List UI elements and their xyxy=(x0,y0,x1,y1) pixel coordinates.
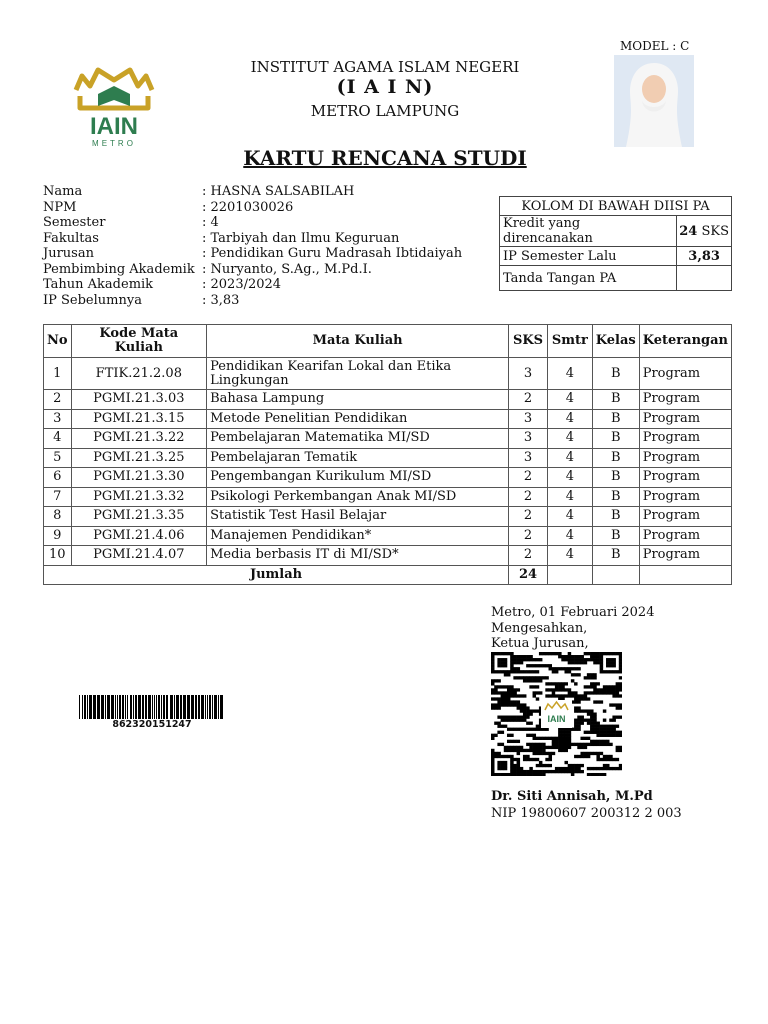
student-info-label: Tahun Akademik xyxy=(43,277,154,292)
total-sks: 24 xyxy=(509,565,548,585)
student-info-value: : HASNA SALSABILAH xyxy=(202,184,355,199)
course-table xyxy=(43,324,732,585)
cell-smtr: 4 xyxy=(547,507,592,527)
cell-smtr: 4 xyxy=(547,546,592,566)
student-info-row xyxy=(43,262,462,278)
header-sks: SKS xyxy=(509,325,548,358)
cell-kelas: B xyxy=(592,448,639,468)
cell-kode: PGMI.21.3.22 xyxy=(71,429,207,449)
cell-no: 8 xyxy=(44,507,72,527)
cell-mk: Pembelajaran Matematika MI/SD xyxy=(207,429,509,449)
cell-kode: PGMI.21.3.15 xyxy=(71,409,207,429)
header-mata-kuliah: Mata Kuliah xyxy=(207,325,509,358)
model-label: MODEL : C xyxy=(620,39,690,53)
cell-smtr: 4 xyxy=(547,468,592,488)
cell-no: 3 xyxy=(44,409,72,429)
cell-ket: Program xyxy=(639,429,731,449)
cell-smtr: 4 xyxy=(547,448,592,468)
cell-ket: Program xyxy=(639,487,731,507)
kredit-value: 24 xyxy=(679,223,698,239)
signature-block xyxy=(491,605,654,652)
cell-mk: Psikologi Perkembangan Anak MI/SD xyxy=(207,487,509,507)
qr-code xyxy=(491,652,622,776)
table-row xyxy=(44,409,732,429)
cell-sks: 2 xyxy=(509,507,548,527)
kredit-label: Kredit yang direncanakan xyxy=(500,216,677,247)
iain-logo xyxy=(68,56,160,148)
cell-kode: PGMI.21.3.25 xyxy=(71,448,207,468)
qr-logo-text: IAIN xyxy=(547,714,566,724)
cell-kode: PGMI.21.4.07 xyxy=(71,546,207,566)
cell-ket: Program xyxy=(639,390,731,410)
ip-value: 3,83 xyxy=(677,247,732,266)
cell-mk: Bahasa Lampung xyxy=(207,390,509,410)
cell-ket: Program xyxy=(639,468,731,488)
cell-smtr: 4 xyxy=(547,409,592,429)
table-row xyxy=(44,448,732,468)
student-info-label: Nama xyxy=(43,184,83,199)
cell-ket: Program xyxy=(639,358,731,390)
cell-sks: 2 xyxy=(509,487,548,507)
signature-position: Ketua Jurusan, xyxy=(491,636,589,651)
cell-kelas: B xyxy=(592,487,639,507)
barcode xyxy=(79,695,225,721)
student-info-value: : Pendidikan Guru Madrasah Ibtidaiyah xyxy=(202,246,463,261)
signature-approval: Mengesahkan, xyxy=(491,620,588,636)
student-info-row xyxy=(43,293,462,309)
student-photo xyxy=(614,55,694,147)
student-info-row xyxy=(43,200,462,216)
student-info-value: : 2023/2024 xyxy=(202,277,282,292)
cell-sks: 3 xyxy=(509,358,548,390)
table-row xyxy=(44,546,732,566)
cell-kode: PGMI.21.3.35 xyxy=(71,507,207,527)
total-ket xyxy=(639,565,731,585)
cell-mk: Pembelajaran Tematik xyxy=(207,448,509,468)
total-row xyxy=(44,565,732,585)
cell-kode: PGMI.21.3.32 xyxy=(71,487,207,507)
course-table-body xyxy=(44,358,732,566)
pa-box xyxy=(499,196,732,291)
logo-subtext: METRO xyxy=(92,139,136,148)
cell-mk: Statistik Test Hasil Belajar xyxy=(207,507,509,527)
cell-mk: Media berbasis IT di MI/SD* xyxy=(207,546,509,566)
student-info-label: Jurusan xyxy=(43,246,94,261)
institution-name: INSTITUT AGAMA ISLAM NEGERI xyxy=(250,58,520,76)
cell-ket: Program xyxy=(639,507,731,527)
student-info-value: : 2201030026 xyxy=(202,199,294,215)
table-row xyxy=(44,468,732,488)
cell-no: 5 xyxy=(44,448,72,468)
institution-location: METRO LAMPUNG xyxy=(310,102,460,120)
cell-kelas: B xyxy=(592,507,639,527)
pa-box-heading: KOLOM DI BAWAH DIISI PA xyxy=(500,197,732,216)
cell-ket: Program xyxy=(639,546,731,566)
cell-no: 1 xyxy=(44,358,72,390)
student-info-value: : 3,83 xyxy=(202,292,240,308)
cell-sks: 2 xyxy=(509,468,548,488)
cell-smtr: 4 xyxy=(547,487,592,507)
cell-mk: Pengembangan Kurikulum MI/SD xyxy=(207,468,509,488)
header-no: No xyxy=(44,325,72,358)
cell-no: 10 xyxy=(44,546,72,566)
student-info-label: NPM xyxy=(43,199,77,215)
student-info-label: Pembimbing Akademik xyxy=(43,261,195,277)
cell-sks: 2 xyxy=(509,390,548,410)
cell-smtr: 4 xyxy=(547,526,592,546)
ip-label: IP Semester Lalu xyxy=(500,247,677,266)
cell-kode: PGMI.21.3.03 xyxy=(71,390,207,410)
table-row xyxy=(44,507,732,527)
cell-kelas: B xyxy=(592,390,639,410)
student-info-value: : Nuryanto, S.Ag., M.Pd.I. xyxy=(202,261,372,277)
cell-ket: Program xyxy=(639,526,731,546)
student-info-row xyxy=(43,184,462,200)
header-smtr: Smtr xyxy=(547,325,592,358)
logo-text: IAIN xyxy=(90,113,138,140)
cell-no: 7 xyxy=(44,487,72,507)
student-info xyxy=(43,184,462,308)
cell-sks: 2 xyxy=(509,546,548,566)
cell-no: 6 xyxy=(44,468,72,488)
signer-name: Dr. Siti Annisah, M.Pd xyxy=(491,789,653,804)
cell-ket: Program xyxy=(639,409,731,429)
cell-no: 2 xyxy=(44,390,72,410)
header-kelas: Kelas xyxy=(592,325,639,358)
table-row xyxy=(44,390,732,410)
ttd-label: Tanda Tangan PA xyxy=(500,266,677,291)
cell-mk: Metode Penelitian Pendidikan xyxy=(207,409,509,429)
ttd-cell xyxy=(677,266,732,291)
table-row xyxy=(44,358,732,390)
table-row xyxy=(44,526,732,546)
student-info-row xyxy=(43,215,462,231)
student-info-row xyxy=(43,246,462,262)
student-info-label: Fakultas xyxy=(43,230,99,246)
total-label: Jumlah xyxy=(44,565,509,585)
header-kode: Kode Mata Kuliah xyxy=(71,325,207,358)
cell-smtr: 4 xyxy=(547,429,592,449)
header-keterangan: Keterangan xyxy=(639,325,731,358)
cell-smtr: 4 xyxy=(547,390,592,410)
cell-sks: 3 xyxy=(509,429,548,449)
course-table-header xyxy=(44,325,732,358)
cell-kelas: B xyxy=(592,546,639,566)
student-info-row xyxy=(43,231,462,247)
student-info-label: Semester xyxy=(43,215,106,230)
signer-nip: NIP 19800607 200312 2 003 xyxy=(491,806,682,821)
institution-abbr: (I A I N) xyxy=(336,76,434,98)
cell-mk: Pendidikan Kearifan Lokal dan Etika Lingkungan xyxy=(207,358,509,390)
table-row xyxy=(44,487,732,507)
cell-kelas: B xyxy=(592,526,639,546)
barcode-number: 862320151247 xyxy=(112,719,192,730)
table-row xyxy=(44,429,732,449)
cell-kelas: B xyxy=(592,429,639,449)
qr-center-logo xyxy=(541,700,572,728)
cell-ket: Program xyxy=(639,448,731,468)
cell-kode: PGMI.21.3.30 xyxy=(71,468,207,488)
cell-kelas: B xyxy=(592,358,639,390)
cell-no: 9 xyxy=(44,526,72,546)
cell-sks: 2 xyxy=(509,526,548,546)
student-info-value: : 4 xyxy=(202,215,219,230)
cell-kode: PGMI.21.4.06 xyxy=(71,526,207,546)
cell-mk: Manajemen Pendidikan* xyxy=(207,526,509,546)
student-info-row xyxy=(43,277,462,293)
cell-kelas: B xyxy=(592,468,639,488)
total-kelas xyxy=(592,565,639,585)
document-title: KARTU RENCANA STUDI xyxy=(243,146,527,170)
kredit-unit: SKS xyxy=(701,223,729,239)
cell-kelas: B xyxy=(592,409,639,429)
cell-no: 4 xyxy=(44,429,72,449)
kredit-cell xyxy=(677,216,732,247)
signature-place-date: Metro, 01 Februari 2024 xyxy=(491,605,655,620)
cell-sks: 3 xyxy=(509,409,548,429)
student-info-label: IP Sebelumnya xyxy=(43,292,142,308)
cell-sks: 3 xyxy=(509,448,548,468)
cell-smtr: 4 xyxy=(547,358,592,390)
cell-kode: FTIK.21.2.08 xyxy=(71,358,207,390)
student-info-value: : Tarbiyah dan Ilmu Keguruan xyxy=(202,230,400,246)
total-smtr xyxy=(547,565,592,585)
